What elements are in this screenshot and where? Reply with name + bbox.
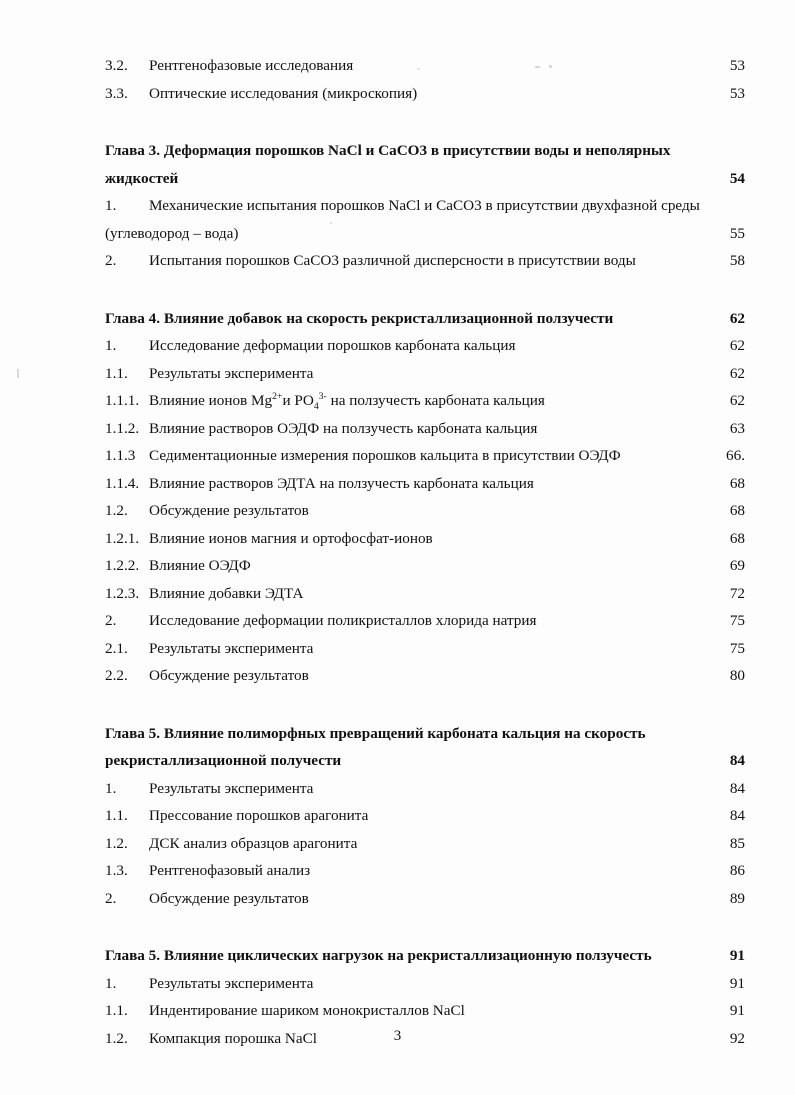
toc-entry-label: Глава 4. Влияние добавок на скорость рекристаллизационной ползучести — [105, 309, 614, 327]
toc-entry-number: 1.1. — [105, 1002, 128, 1019]
toc-entry-page-number: 84 — [729, 779, 745, 797]
toc-entry-page-number: 55 — [729, 224, 745, 242]
toc-chapter-row[interactable] — [105, 305, 745, 333]
scan-artifact — [17, 369, 19, 378]
toc-entry-number: 1.2. — [105, 502, 128, 519]
toc-entry-label: Рентгенофазовый анализ — [149, 862, 311, 879]
toc-entry-row[interactable] — [105, 52, 745, 80]
toc-entry-page-number: 84 — [729, 752, 745, 769]
toc-entry-number: 1.2.2. — [105, 557, 140, 574]
toc-chapter-row[interactable] — [105, 137, 745, 165]
toc-entry-page-number: 62 — [729, 309, 745, 327]
toc-entry-row[interactable] — [105, 830, 745, 858]
toc-entry-page-number: 86 — [729, 862, 745, 879]
toc-entry-number: 1.1. — [105, 807, 128, 824]
toc-entry-row[interactable] — [105, 247, 745, 275]
toc-entry-label: Обсуждение результатов — [149, 889, 309, 907]
toc-entry-page-number: 72 — [729, 584, 745, 602]
toc-entry-number: 2. — [105, 889, 117, 907]
toc-entry-label: Глава 3. Деформация порошков NaCl и CaCO3 в присутствии воды и неполярных — [105, 142, 671, 159]
toc-entry-label: ДСК анализ образцов арагонита — [149, 834, 358, 852]
toc-entry-row[interactable] — [105, 470, 745, 498]
toc-entry-row[interactable] — [105, 802, 745, 830]
toc-entry-row[interactable] — [105, 580, 745, 608]
toc-entry-page-number: 66. — [726, 447, 745, 464]
toc-entry-row[interactable] — [105, 192, 745, 220]
toc-entry-page-number: 68 — [729, 529, 745, 547]
block-spacer — [105, 275, 745, 305]
toc-entry-number: 3.3. — [105, 84, 128, 102]
toc-entry-row[interactable] — [105, 997, 745, 1025]
toc-entry-label: Глава 5. Влияние полиморфных превращений карбоната кальция на скорость — [105, 724, 646, 742]
toc-entry-page-number: 63 — [729, 419, 745, 437]
toc-entry-page-number: 80 — [729, 667, 745, 684]
toc-entry-row[interactable] — [105, 360, 745, 388]
toc-entry-page-number: 84 — [729, 807, 745, 824]
toc-entry-label: Обсуждение результатов — [149, 667, 309, 684]
toc-entry-page-number: 62 — [729, 364, 745, 382]
toc-entry-label: Седиментационные измерения порошков кальцита в присутствии ОЭДФ — [149, 447, 621, 464]
toc-entry-label: (углеводород – вода) — [105, 224, 239, 242]
toc-entry-page-number: 92 — [729, 1029, 745, 1047]
toc-entry-number: 1. — [105, 974, 117, 992]
toc-entry-row[interactable] — [105, 635, 745, 663]
toc-entry-row[interactable] — [105, 552, 745, 580]
toc-entry-label: Влияние растворов ОЭДФ на ползучесть карбоната кальция — [149, 419, 538, 437]
toc-entry-label: Исследование деформации порошков карбоната кальция — [149, 337, 516, 354]
toc-entry-number: 1. — [105, 779, 117, 797]
toc-entry-label: Обсуждение результатов — [149, 502, 309, 519]
toc-entry-number: 1.2.3. — [105, 584, 140, 602]
toc-entry-number: 1.1.3 — [105, 447, 136, 464]
toc-entry-page-number: 62 — [729, 337, 745, 354]
toc-entry-label: Влияние добавки ЭДТА — [149, 584, 304, 602]
toc-entry-row[interactable] — [105, 885, 745, 913]
block-spacer — [105, 912, 745, 942]
toc-entry-row[interactable] — [105, 525, 745, 553]
toc-entry-row[interactable] — [105, 775, 745, 803]
toc-entry-label: Рентгенофазовые исследования — [149, 57, 354, 74]
toc-entry-page-number: 54 — [729, 169, 745, 187]
toc-entry-page-number: 58 — [729, 252, 745, 269]
toc-chapter-row[interactable] — [105, 720, 745, 748]
toc-chapter-row[interactable] — [105, 165, 745, 193]
toc-entry-label: Индентирование шариком монокристаллов NaCl — [149, 1002, 465, 1019]
toc-entry-number: 1. — [105, 197, 117, 214]
toc-entry-label: Компакция порошка NaCl — [149, 1029, 317, 1047]
toc-entry-label: Влияние ОЭДФ — [149, 557, 251, 574]
toc-entry-label: Оптические исследования (микроскопия) — [149, 84, 418, 102]
toc-entry-number: 2.1. — [105, 639, 128, 657]
toc-entry-label: рекристаллизационной получести — [105, 752, 342, 769]
block-spacer — [105, 107, 745, 137]
toc-entry-row[interactable] — [105, 662, 745, 690]
toc-entry-page-number: 68 — [729, 502, 745, 519]
toc-entry-page-number: 85 — [729, 834, 745, 852]
toc-entry-label: Влияние растворов ЭДТА на ползучесть карбоната кальция — [149, 474, 534, 492]
toc-entry-page-number: 68 — [729, 474, 745, 492]
toc-entry-row[interactable] — [105, 607, 745, 635]
toc-entry-page-number: 69 — [729, 557, 745, 574]
toc-entry-page-number: 53 — [729, 57, 745, 74]
toc-entry-row[interactable] — [105, 80, 745, 108]
toc-entry-page-number: 53 — [729, 84, 745, 102]
toc-entry-label: Влияние ионов $Mg^{2+}и$ $PO_4^{3-}$ на ползучесть карбоната кальция — [149, 390, 545, 413]
toc-entry-row[interactable] — [105, 442, 745, 470]
toc-entry-page-number: 75 — [729, 612, 745, 629]
toc-entry-number: 1.2. — [105, 834, 128, 852]
superscript-charge: 3- — [318, 390, 327, 402]
toc-entry-label: Результаты эксперимента — [149, 974, 314, 992]
toc-entry-number: 1.3. — [105, 862, 128, 879]
toc-entry-number: 3.2. — [105, 57, 128, 74]
toc-entry-label: Влияние ионов магния и ортофосфат-ионов — [149, 529, 433, 547]
toc-entry-label: Результаты эксперимента — [149, 779, 314, 797]
toc-entry-number: 2. — [105, 612, 117, 629]
toc-entry-row[interactable] — [105, 332, 745, 360]
toc-entry-row[interactable] — [105, 497, 745, 525]
toc-entry-label: Глава 5. Влияние циклических нагрузок на рекристаллизационную ползучесть — [105, 947, 652, 964]
toc-entry-number: 1.1. — [105, 364, 128, 382]
toc-entry-number: 2.2. — [105, 667, 128, 684]
page-folio: 3 — [393, 1028, 402, 1044]
toc-entry-row[interactable] — [105, 387, 745, 415]
toc-chapter-row[interactable] — [105, 942, 745, 970]
toc-entry-label: Результаты эксперимента — [149, 639, 314, 657]
toc-entry-row[interactable] — [105, 970, 745, 998]
toc-entry-page-number: 62 — [729, 392, 745, 409]
toc-entry-label: жидкостей — [105, 169, 179, 187]
toc-entry-page-number: 75 — [729, 639, 745, 657]
toc-entry-number: 1.1.1. — [105, 392, 140, 409]
toc-entry-page-number: 89 — [729, 889, 745, 907]
toc-entry-page-number: 91 — [729, 974, 745, 992]
toc-entry-label: Результаты эксперимента — [149, 364, 314, 382]
toc-chapter-row[interactable] — [105, 747, 745, 775]
subscript-count: 4 — [313, 401, 319, 413]
superscript-charge: 2+ — [272, 390, 283, 402]
toc-entry-number: 1.1.4. — [105, 474, 140, 492]
toc-entry-page-number: 91 — [729, 947, 745, 964]
toc-entry-row[interactable] — [105, 220, 745, 248]
toc-entry-label: Испытания порошков CaCO3 различной дисперсности в присутствии воды — [149, 252, 636, 269]
toc-entry-label: Прессование порошков арагонита — [149, 807, 369, 824]
toc-entry-label: Исследование деформации поликристаллов хлорида натрия — [149, 612, 537, 629]
toc-entry-row[interactable] — [105, 857, 745, 885]
toc-entry-number: 1.2. — [105, 1029, 128, 1047]
toc-entry-number: 1.2.1. — [105, 529, 140, 547]
toc-entry-number: 1.1.2. — [105, 419, 140, 437]
block-spacer — [105, 690, 745, 720]
toc-entry-number: 1. — [105, 337, 117, 354]
table-of-contents — [105, 52, 745, 1052]
toc-entry-row[interactable] — [105, 415, 745, 443]
toc-entry-page-number: 91 — [729, 1002, 745, 1019]
toc-entry-label: Механические испытания порошков NaCl и CaCO3 в присутствии двухфазной среды — [149, 197, 700, 214]
toc-entry-number: 2. — [105, 252, 117, 269]
